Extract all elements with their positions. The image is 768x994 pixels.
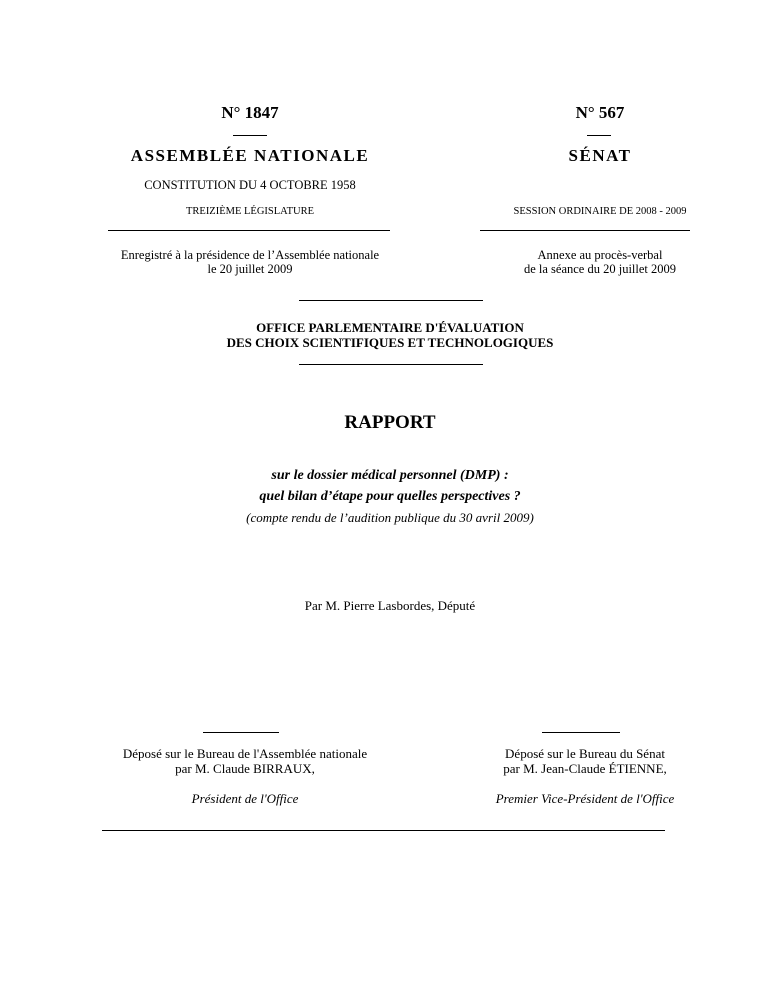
left-deposit-role: Président de l'Office [191,791,299,806]
senat-annex-line-1: Annexe au procès-verbal [537,248,663,262]
an-registration-text [100,248,400,276]
report-subject-line-1: sur le dossier médical personnel (DMP) : [271,468,509,483]
an-institution-name: ASSEMBLÉE NATIONALE [130,146,370,165]
report-title: RAPPORT [344,412,436,433]
senat-annex-line-2: de la séance du 20 juillet 2009 [523,262,677,276]
senat-institution-name: SÉNAT [568,146,632,165]
senat-document-number: N° 567 [575,103,625,122]
office-bottom-rule [299,364,483,365]
senat-number-rule [587,135,611,136]
an-document-number: N° 1847 [221,103,279,122]
right-deposit-line-2: par M. Jean-Claude ÉTIENNE, [503,761,667,776]
senat-header-rule [480,230,690,231]
an-registration-line-1: Enregistré à la présidence de l’Assemblée nationale [120,248,380,262]
an-number-rule [233,135,267,136]
report-subject [90,465,690,507]
left-deposit-line-1: Déposé sur le Bureau de l'Assemblée nationale [122,746,368,761]
footer-rule [102,830,665,831]
session-line: SESSION ORDINAIRE DE 2008 - 2009 [513,206,687,217]
left-deposit-rule [203,732,279,733]
report-subject-line-2: quel bilan d’étape pour quelles perspectives ? [259,489,521,504]
office-top-rule [299,300,483,301]
right-deposit-text [450,746,720,776]
left-deposit-text [80,746,410,776]
left-deposit-line-2: par M. Claude BIRRAUX, [175,761,315,776]
an-header-rule [108,230,390,231]
right-deposit-role: Premier Vice-Président de l'Office [495,791,675,806]
report-subtitle: (compte rendu de l’audition publique du 30 avril 2009) [246,510,534,525]
an-registration-line-2: le 20 juillet 2009 [207,262,293,276]
right-deposit-rule [542,732,620,733]
office-name [90,320,690,350]
right-deposit-line-1: Déposé sur le Bureau du Sénat [505,746,665,761]
constitution-line: CONSTITUTION DU 4 OCTOBRE 1958 [144,178,356,192]
office-name-line-2: DES CHOIX SCIENTIFIQUES ET TECHNOLOGIQUES [226,335,554,350]
report-author: Par M. Pierre Lasbordes, Député [304,598,476,613]
office-name-line-1: OFFICE PARLEMENTAIRE D'ÉVALUATION [256,320,524,335]
senat-annex-text [470,248,730,276]
legislature-line: TREIZIÈME LÉGISLATURE [185,206,315,217]
